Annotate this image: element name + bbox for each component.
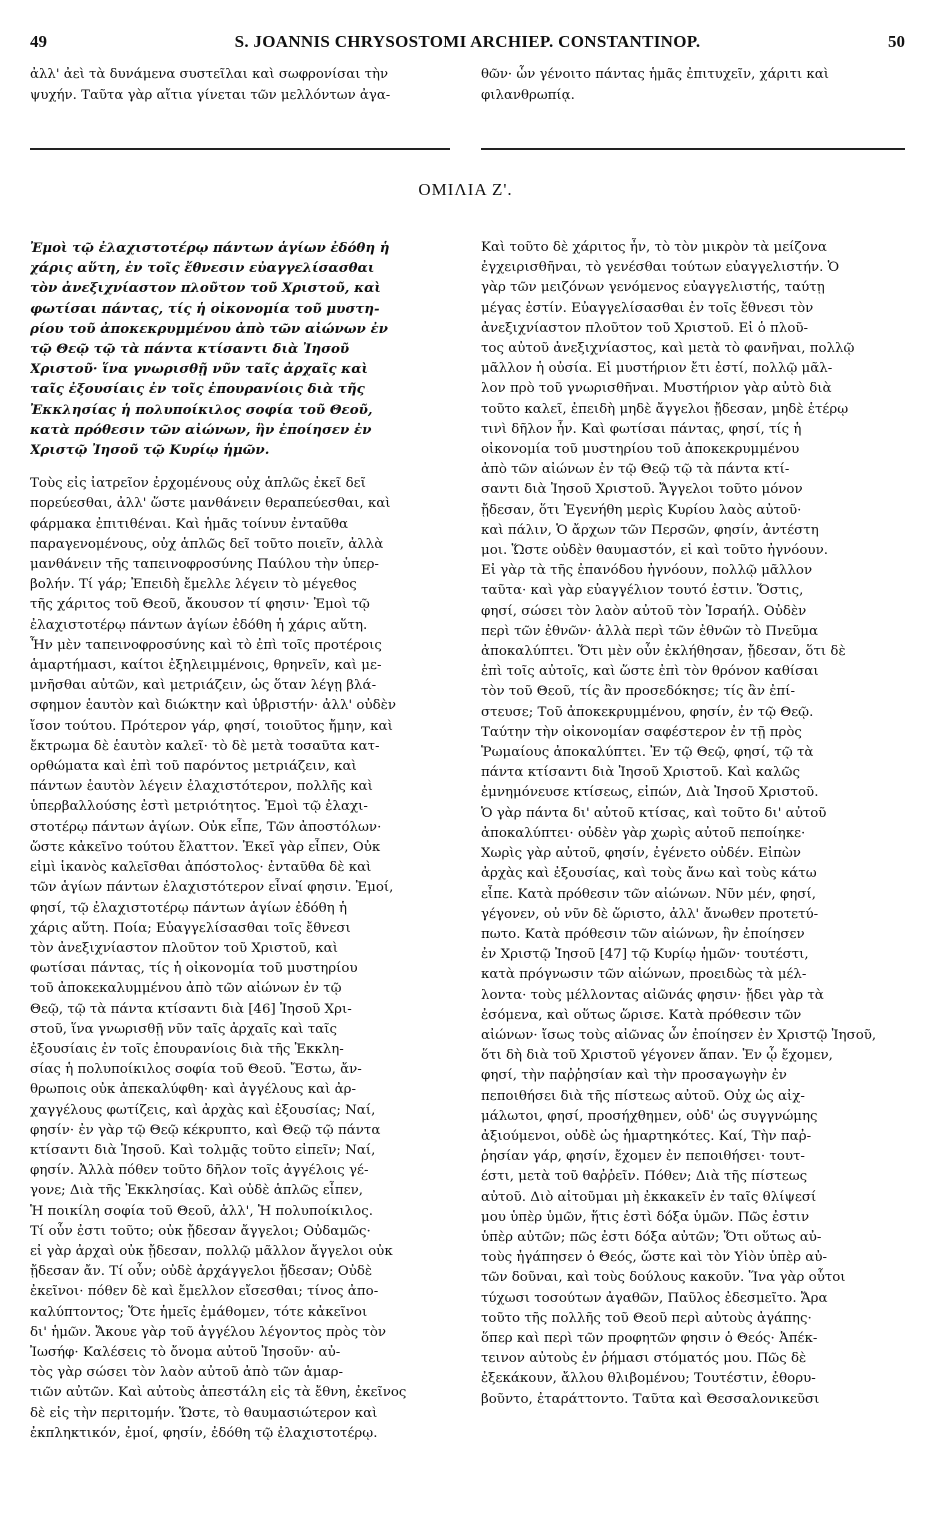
- text-line: ἐπὶ τοῖς αὐτοῖς, καὶ ὥστε ἐπὶ τὸν θρόνον καθίσαι: [481, 664, 819, 680]
- text-line: φησί, σώσει τὸν λαὸν αὐτοῦ τὸν Ἰσραήλ. Οὐδὲν: [481, 603, 807, 619]
- text-line: θῶν· ὧν γένοιτο πάντας ἡμᾶς ἐπιτυχεῖν, χάριτι καὶ: [481, 67, 829, 82]
- text-line: καὶ πάλιν, Ὁ ἄρχων τῶν Περσῶν, φησίν, ἀντέστη: [481, 522, 819, 538]
- text-line: ὅπερ καὶ περὶ τῶν προφητῶν φησιν ὁ Θεός· Ἀπέκ-: [481, 1330, 818, 1346]
- text-line: Θεῷ, τῷ τὰ πάντα κτίσαντι διὰ [46] Ἰησοῦ Χρι-: [30, 1001, 352, 1017]
- text-line: τεινον αὐτοὺς ἐν ῥήμασι στόματός μου. Πῶς δὲ: [481, 1351, 807, 1367]
- text-line: ἐλαχιστοτέρῳ πάντων ἁγίων ἐδόθη ἡ χάρις αὕτη.: [30, 617, 368, 633]
- text-line: Χωρὶς γὰρ αὐτοῦ, φησίν, ἐγένετο οὐδέν. Εἰπὼν: [481, 846, 801, 862]
- text-line: ἐγχειρισθῆναι, τὸ γενέσθαι τούτων εὐαγγελιστήν. Ὁ: [481, 260, 840, 276]
- page-number-left: 49: [30, 32, 47, 51]
- text-line: ὑπερβαλλούσης ἐστὶ μετριότητος. Ἐμοὶ τῷ ἐλαχι-: [30, 799, 368, 815]
- text-line: ἐξουσίαις ἐν τοῖς ἐπουρανίοις διὰ τῆς Ἐκκλη-: [30, 1041, 344, 1057]
- text-line: τοῦτο τῆς πολλῆς τοῦ Θεοῦ περὶ αὐτοὺς ἀγάπης·: [481, 1310, 812, 1326]
- text-line: εἰμὶ ἱκανὸς καλεῖσθαι ἀπόστολος· ἐνταῦθα δὲ καὶ: [30, 860, 372, 876]
- text-line: ὥστε κἀκεῖνο τούτου ἔλαττον. Ἐκεῖ γὰρ εἶπεν, Οὐκ: [30, 839, 381, 855]
- left-column: [30, 238, 456, 1444]
- text-line: Ἐμοὶ τῷ ἐλαχιστοτέρῳ πάντων ἁγίων ἐδόθη ἡ: [30, 240, 390, 256]
- text-line: Ἐκκλησίας ἡ πολυποίκιλος σοφία τοῦ Θεοῦ,: [30, 401, 373, 418]
- right-column: [481, 238, 907, 1410]
- text-line: φωτίσαι πάντας, τίς ἡ οἰκονομία τοῦ μυστηρίου: [30, 961, 358, 977]
- text-line: κατὰ πρόγνωσιν τῶν αἰώνων, προειδὼς τὰ μέλ-: [481, 967, 807, 983]
- text-line: πορεύεσθαι, ἀλλ' ὥστε μανθάνειν θεραπεύεσθαι, καὶ: [30, 496, 391, 512]
- text-line: Χριστῷ Ἰησοῦ τῷ Κυρίῳ ἡμῶν.: [30, 442, 270, 459]
- text-line: Ὁ γὰρ πάντα δι' αὐτοῦ κτίσας, καὶ τοῦτο δι' αὐτοῦ: [481, 805, 827, 821]
- running-title: S. JOANNIS CHRYSOSTOMI ARCHIEP. CONSTANTINOP.: [234, 32, 701, 51]
- section-rule-right: [481, 148, 905, 150]
- text-line: πάντα κτίσαντι διὰ Ἰησοῦ Χριστοῦ. Καὶ καλῶς: [481, 765, 800, 781]
- text-line: ὑπὲρ αὐτῶν; πῶς ἐστι δόξα αὐτῶν; Ὅτι οὕτως αὐ-: [481, 1229, 822, 1245]
- text-line: δὲ εἰς τὴν περιτομήν. Ὥστε, τὸ θαυμασιώτερον καὶ: [30, 1405, 378, 1421]
- top-left-text: [30, 64, 390, 106]
- text-line: τοὺς ἠγάπησεν ὁ Θεός, ὥστε καὶ τὸν Υἱὸν ὑπὲρ αὐ-: [481, 1250, 827, 1266]
- text-line: μᾶλλον ἡ οὐσία. Εἰ μυστήριον ἔτι ἐστί, πολλῷ μᾶλ-: [481, 361, 833, 377]
- text-line: ἐκπληκτικόν, ἐμοί, φησίν, ἐδόθη τῷ ἐλαχιστοτέρῳ.: [30, 1425, 378, 1441]
- text-line: τοῦ ἀποκεκαλυμμένου ἀπὸ τῶν αἰώνων ἐν τῷ: [30, 981, 342, 997]
- text-line: ὅτι δὴ διὰ τοῦ Χριστοῦ γέγονεν ἅπαν. Ἐν ᾧ ἔχομεν,: [481, 1048, 833, 1064]
- text-line: Τί οὖν ἐστι τοῦτο; οὐκ ᾔδεσαν ἄγγελοι; Οὐδαμῶς·: [30, 1223, 371, 1239]
- page-number-right: 50: [888, 32, 905, 51]
- text-line: καλύπτοντος; Ὅτε ἡμεῖς ἐμάθομεν, τότε κἀκεῖνοι: [30, 1304, 368, 1320]
- text-line: ἀλλ' ἀεὶ τὰ δυνάμενα συστεῖλαι καὶ σωφρονίσαι τὴν: [30, 67, 389, 82]
- text-line: τος αὐτοῦ ἀνεξιχνίαστος, καὶ μετὰ τὸ φανῆναι, πολλῷ: [481, 341, 855, 357]
- text-line: γέγονεν, οὐ νῦν δὲ ὥριστο, ἀλλ' ἄνωθεν προτετύ-: [481, 906, 819, 922]
- text-line: ἀποκαλύπτει· οὐδὲν γὰρ χωρὶς αὐτοῦ πεποίηκε·: [481, 825, 806, 841]
- text-line: αἰώνων· ἴσως τοὺς αἰῶνας ὧν ἐποίησεν ἐν Χριστῷ Ἰησοῦ,: [481, 1027, 877, 1043]
- text-line: σαντι διὰ Ἰησοῦ Χριστοῦ. Ἄγγελοι τοῦτο μόνον: [481, 482, 803, 498]
- text-line: περὶ τῶν ἐθνῶν· ἀλλὰ περὶ τῶν ἐθνῶν τὸ Πνεῦμα: [481, 623, 819, 639]
- text-line: φησίν. Ἀλλὰ πόθεν τοῦτο δῆλον τοῖς ἀγγέλοις γέ-: [30, 1163, 369, 1179]
- text-line: Ῥωμαίους ἀποκαλύπτει. Ἐν τῷ Θεῷ, φησί, τῷ τὰ: [481, 745, 814, 761]
- text-line: λοντα· τοὺς μέλλοντας αἰῶνάς φησιν· ᾔδει γὰρ τὰ: [481, 987, 824, 1003]
- text-line: μανθάνειν τῆς ταπεινοφροσύνης Παύλου τὴν ὑπερ-: [30, 557, 379, 573]
- text-line: μέγας ἐστίν. Εὐαγγελίσασθαι ἐν τοῖς ἔθνεσι τὸν: [481, 300, 814, 316]
- text-line: ἁμαρτήμασι, καίτοι ἐξηλειμμένοις, θρηνεῖν, καὶ με-: [30, 658, 382, 674]
- text-line: Τοὺς εἰς ἰατρεῖον ἐρχομένους οὐχ ἁπλῶς ἐκεῖ δεῖ: [30, 476, 366, 492]
- text-line: μου ὑπὲρ ὑμῶν, ἥτις ἐστὶ δόξα ὑμῶν. Πῶς ἐστιν: [481, 1209, 810, 1225]
- text-line: ορθώματα καὶ ἐπὶ τοῦ παρόντος μετριάζειν, καὶ: [30, 759, 357, 775]
- homily-title: ΟΜΙΛΙΑ Ζ'.: [418, 180, 513, 199]
- text-line: φάρμακα ἐπιτιθέναι. Καὶ ἡμᾶς τοίνυν ἐνταῦθα: [30, 516, 349, 532]
- text-line: βολήν. Τί γάρ; Ἐπειδὴ ἔμελλε λέγειν τὸ μέγεθος: [30, 577, 357, 593]
- text-line: ψυχήν. Ταῦτα γὰρ αἴτια γίνεται τῶν μελλόντων ἀγα-: [30, 88, 391, 103]
- text-line: τινὶ δῆλον ἦν. Καὶ φωτίσαι πάντας, φησί, τίς ἡ: [481, 421, 802, 437]
- text-line: στευσε; Τοῦ ἀποκεκρυμμένου, φησίν, ἐν τῷ Θεῷ.: [481, 704, 814, 720]
- section-rule-left: [30, 148, 450, 150]
- text-line: χάρις αὕτη, ἐν τοῖς ἔθνεσιν εὐαγγελίσασθαι: [30, 260, 375, 277]
- text-line: στοῦ, ἵνα γνωρισθῇ νῦν ταῖς ἀρχαῖς καὶ ταῖς: [30, 1021, 337, 1037]
- text-line: στοτέρῳ πάντων ἁγίων. Οὐκ εἶπε, Τῶν ἀποστόλων·: [30, 819, 382, 835]
- text-line: ρίου τοῦ ἀποκεκρυμμένου ἀπὸ τῶν αἰώνων ἐν: [30, 320, 388, 337]
- text-line: Καὶ τοῦτο δὲ χάριτος ἦν, τὸ τὸν μικρὸν τὰ μείζονα: [481, 240, 827, 255]
- text-line: τιῶν αὐτῶν. Καὶ αὐτοὺς ἀπεστάλη εἰς τὰ ἔθνη, ἐκεῖνος: [30, 1385, 407, 1401]
- text-line: ἀποκαλύπτει. Ὅτι μὲν οὖν ἐκλήθησαν, ᾔδεσαν, ὅτι δὲ: [481, 644, 846, 660]
- text-line: ἔκτρωμα δὲ ἑαυτὸν καλεῖ· τὸ δὲ μετὰ τοσαῦτα κατ-: [30, 738, 380, 754]
- text-line: τῷ Θεῷ τῷ τὰ πάντα κτίσαντι διὰ Ἰησοῦ: [30, 341, 350, 358]
- text-line: αὐτοῦ. Διὸ αἰτοῦμαι μὴ ἐκκακεῖν ἐν ταῖς θλίψεσί: [481, 1189, 817, 1205]
- text-line: τὸν τοῦ Θεοῦ, τίς ἂν προσεδόκησε; τίς ἂν ἐπί-: [481, 684, 796, 700]
- text-line: γονε; Διὰ τῆς Ἐκκλησίας. Καὶ οὐδὲ ἁπλῶς εἶπεν,: [30, 1183, 364, 1199]
- text-line: σίας ἡ πολυποίκιλος σοφία τοῦ Θεοῦ. Ἔστω, ἄν-: [30, 1062, 362, 1078]
- text-line: πεποιθήσει διὰ τῆς πίστεως αὐτοῦ. Οὐχ ὡς αἰχ-: [481, 1088, 805, 1104]
- text-line: λον πρὸ τοῦ γνωρισθῆναι. Μυστήριον γὰρ αὐτὸ διὰ: [481, 381, 832, 397]
- text-line: πάντων ἑαυτὸν λέγειν ἐλαχιστότερον, πολλῆς καὶ: [30, 779, 373, 795]
- text-line: πωτο. Κατὰ πρόθεσιν τῶν αἰώνων, ἣν ἐποίησεν: [481, 926, 805, 942]
- text-line: εἶπε. Κατὰ πρόθεσιν τῶν αἰώνων. Νῦν μέν, φησί,: [481, 886, 816, 902]
- text-line: μνῆσθαι αὐτῶν, καὶ μετριάζειν, ὡς ὅταν λέγῃ βλά-: [30, 678, 377, 694]
- text-line: φησί, τῷ ἐλαχιστοτέρῳ πάντων ἁγίων ἐδόθη ἡ: [30, 900, 347, 916]
- text-line: ἀρχὰς καὶ ἐξουσίας, καὶ τοὺς ἄνω καὶ τοὺς κάτω: [481, 866, 817, 882]
- text-line: θρωποις οὐκ ἀπεκαλύφθη· καὶ ἀγγέλους καὶ ἀρ-: [30, 1082, 357, 1098]
- text-line: Ἰωσήφ· Καλέσεις τὸ ὄνομα αὐτοῦ Ἰησοῦν· αὐ-: [30, 1344, 341, 1360]
- text-line: κτίσαντι διὰ Ἰησοῦ. Καὶ τολμᾷς τοῦτο εἰπεῖν; Ναί,: [30, 1142, 376, 1158]
- text-line: δι' ἡμῶν. Ἄκουε γὰρ τοῦ ἀγγέλου λέγοντος πρὸς τὸν: [30, 1324, 387, 1340]
- text-line: έστι, μετὰ τοῦ θαῤῥεῖν. Πόθεν; Διὰ τῆς πίστεως: [481, 1169, 808, 1185]
- text-line: παραγενομένους, οὐχ ἁπλῶς δεῖ τοῦτο ποιεῖν, ἀλλὰ: [30, 536, 384, 552]
- text-line: ἐμνημόνευσε κτίσεως, εἰπών, Διὰ Ἰησοῦ Χριστοῦ.: [481, 785, 819, 801]
- text-line: ταῦτα· καὶ γὰρ εὐαγγέλιον τουτό ἐστιν. Ὅστις,: [481, 583, 804, 599]
- text-line: Ἦν μὲν ταπεινοφροσύνης καὶ τὸ ἐπὶ τοῖς προτέροις: [30, 637, 382, 653]
- text-line: ἐκεῖνοι· πόθεν δὲ καὶ ἔμελλον εἴσεσθαι; τίνος ἀπο-: [30, 1284, 379, 1300]
- text-line: σφημον ἑαυτὸν καὶ διώκτην καὶ ὑβριστήν· ἀλλ' οὐδὲν: [30, 698, 396, 714]
- text-line: ἀξιούμενοι, οὐδὲ ὡς ἡμαρτηκότες. Καί, Τὴν παῤ-: [481, 1128, 812, 1144]
- text-line: ταῖς ἐξουσίαις ἐν τοῖς ἐπουρανίοις διὰ τῆς: [30, 381, 365, 398]
- text-line: ἀνεξιχνίαστον πλοῦτον τοῦ Χριστοῦ. Εἰ ὁ πλοῦ-: [481, 320, 809, 336]
- text-line: τὸς γὰρ σώσει τὸν λαὸν αὐτοῦ ἀπὸ τῶν ἁμαρ-: [30, 1365, 344, 1381]
- text-line: Ἡ ποικίλη σοφία τοῦ Θεοῦ, ἀλλ', Ἡ πολυποίκιλος.: [30, 1203, 373, 1219]
- text-line: τύχωσι τοσούτων ἀγαθῶν, Παῦλος ἐδεσμεῖτο. Ἄρα: [481, 1290, 828, 1306]
- text-line: εἰ γὰρ ἀρχαὶ οὐκ ᾔδεσαν, πολλῷ μᾶλλον ἄγγελοι οὐκ: [30, 1243, 393, 1259]
- text-line: ἴσον τούτου. Πρότερον γάρ, φησί, τοιοῦτος ἤμην, καὶ: [30, 718, 393, 734]
- text-line: τὸν ἀνεξιχνίαστον πλοῦτον τοῦ Χριστοῦ, καὶ: [30, 280, 381, 297]
- text-line: Ταύτην τὴν οἰκονομίαν σαφέστερον ἐν τῇ πρὸς: [481, 724, 802, 740]
- text-line: φωτίσαι πάντας, τίς ἡ οἰκονομία τοῦ μυστη-: [30, 300, 380, 317]
- text-line: ᾔδεσαν ἄν. Τί οὖν; οὐδὲ ἀρχάγγελοι ᾔδεσαν; Οὐδὲ: [30, 1264, 373, 1280]
- text-line: ῥησίαν γάρ, φησίν, ἔχομεν ἐν πεποιθήσει· τουτ-: [481, 1149, 805, 1165]
- text-line: φησί, τὴν παῤῥησίαν καὶ τὴν προσαγωγὴν ἐν: [481, 1068, 787, 1084]
- text-line: ἐν Χριστῷ Ἰησοῦ [47] τῷ Κυρίῳ ἡμῶν· τουτέστι,: [481, 947, 809, 963]
- text-line: τοῦτο καλεῖ, ἐπειδὴ μηδὲ ἄγγελοι ᾔδεσαν, μηδὲ ἑτέρῳ: [481, 401, 849, 417]
- text-line: φιλανθρωπίᾳ.: [481, 88, 575, 103]
- text-line: χαγγέλους φωτίζεις, καὶ ἀρχὰς καὶ ἐξουσίας; Ναί,: [30, 1102, 376, 1118]
- text-line: χάρις αὕτη. Ποία; Εὐαγγελίσασθαι τοῖς ἔθνεσι: [30, 920, 351, 936]
- text-line: μάλωτοι, φησί, προσήχθημεν, οὐδ' ὡς συγγνώμης: [481, 1108, 818, 1124]
- text-line: βοῦντο, ἐταράττοντο. Ταῦτα καὶ Θεσσαλονικεῦσι: [481, 1391, 820, 1407]
- text-line: κατὰ πρόθεσιν τῶν αἰώνων, ἣν ἐποίησεν ἐν: [30, 421, 372, 438]
- text-line: ᾔδεσαν, ὅτι Ἐγενήθη μερὶς Κυρίου λαὸς αὐτοῦ·: [481, 502, 802, 518]
- text-line: Χριστοῦ· ἵνα γνωρισθῇ νῦν ταῖς ἀρχαῖς καὶ: [30, 361, 368, 378]
- text-line: ἐσόμενα, καὶ οὕτως ὥρισε. Κατὰ πρόθεσιν τῶν: [481, 1007, 802, 1023]
- text-line: ἐξεκάκουν, ἄλλου θλιβομένου; Τουτέστιν, ἐθορυ-: [481, 1371, 816, 1387]
- text-line: ἀπὸ τῶν αἰώνων ἐν τῷ Θεῷ τῷ τὰ πάντα κτί-: [481, 462, 790, 478]
- text-line: μοι. Ὥστε οὐδὲν θαυμαστόν, εἰ καὶ τοῦτο ἠγνόουν.: [481, 543, 828, 559]
- top-right-text: [481, 64, 829, 106]
- text-line: τῶν ἁγίων πάντων ἐλαχιστότερον εἶναί φησιν. Ἐμοί,: [30, 880, 394, 896]
- text-line: τῆς χάριτος τοῦ Θεοῦ, ἄκουσον τί φησιν· Ἐμοὶ τῷ: [30, 597, 370, 613]
- paragraph-gap: [30, 460, 456, 474]
- text-line: γὰρ τῶν μειζόνων γενόμενος εὐαγγελιστής, ταύτῃ: [481, 280, 825, 296]
- text-line: φησίν· ἐν γὰρ τῷ Θεῷ κέκρυπτο, καὶ Θεῷ τῷ πάντα: [30, 1122, 381, 1138]
- running-header: [30, 32, 905, 60]
- text-line: οἰκονομία τοῦ μυστηρίου τοῦ ἀποκεκρυμμένου: [481, 442, 800, 458]
- text-line: τῶν δοῦναι, καὶ τοὺς δούλους κακοῦν. Ἵνα γὰρ οὗτοι: [481, 1270, 846, 1286]
- text-line: τὸν ἀνεξιχνίαστον πλοῦτον τοῦ Χριστοῦ, καὶ: [30, 940, 338, 956]
- text-line: Εἰ γὰρ τὰ τῆς ἐπανόδου ἠγνόουν, πολλῷ μᾶλλον: [481, 563, 813, 579]
